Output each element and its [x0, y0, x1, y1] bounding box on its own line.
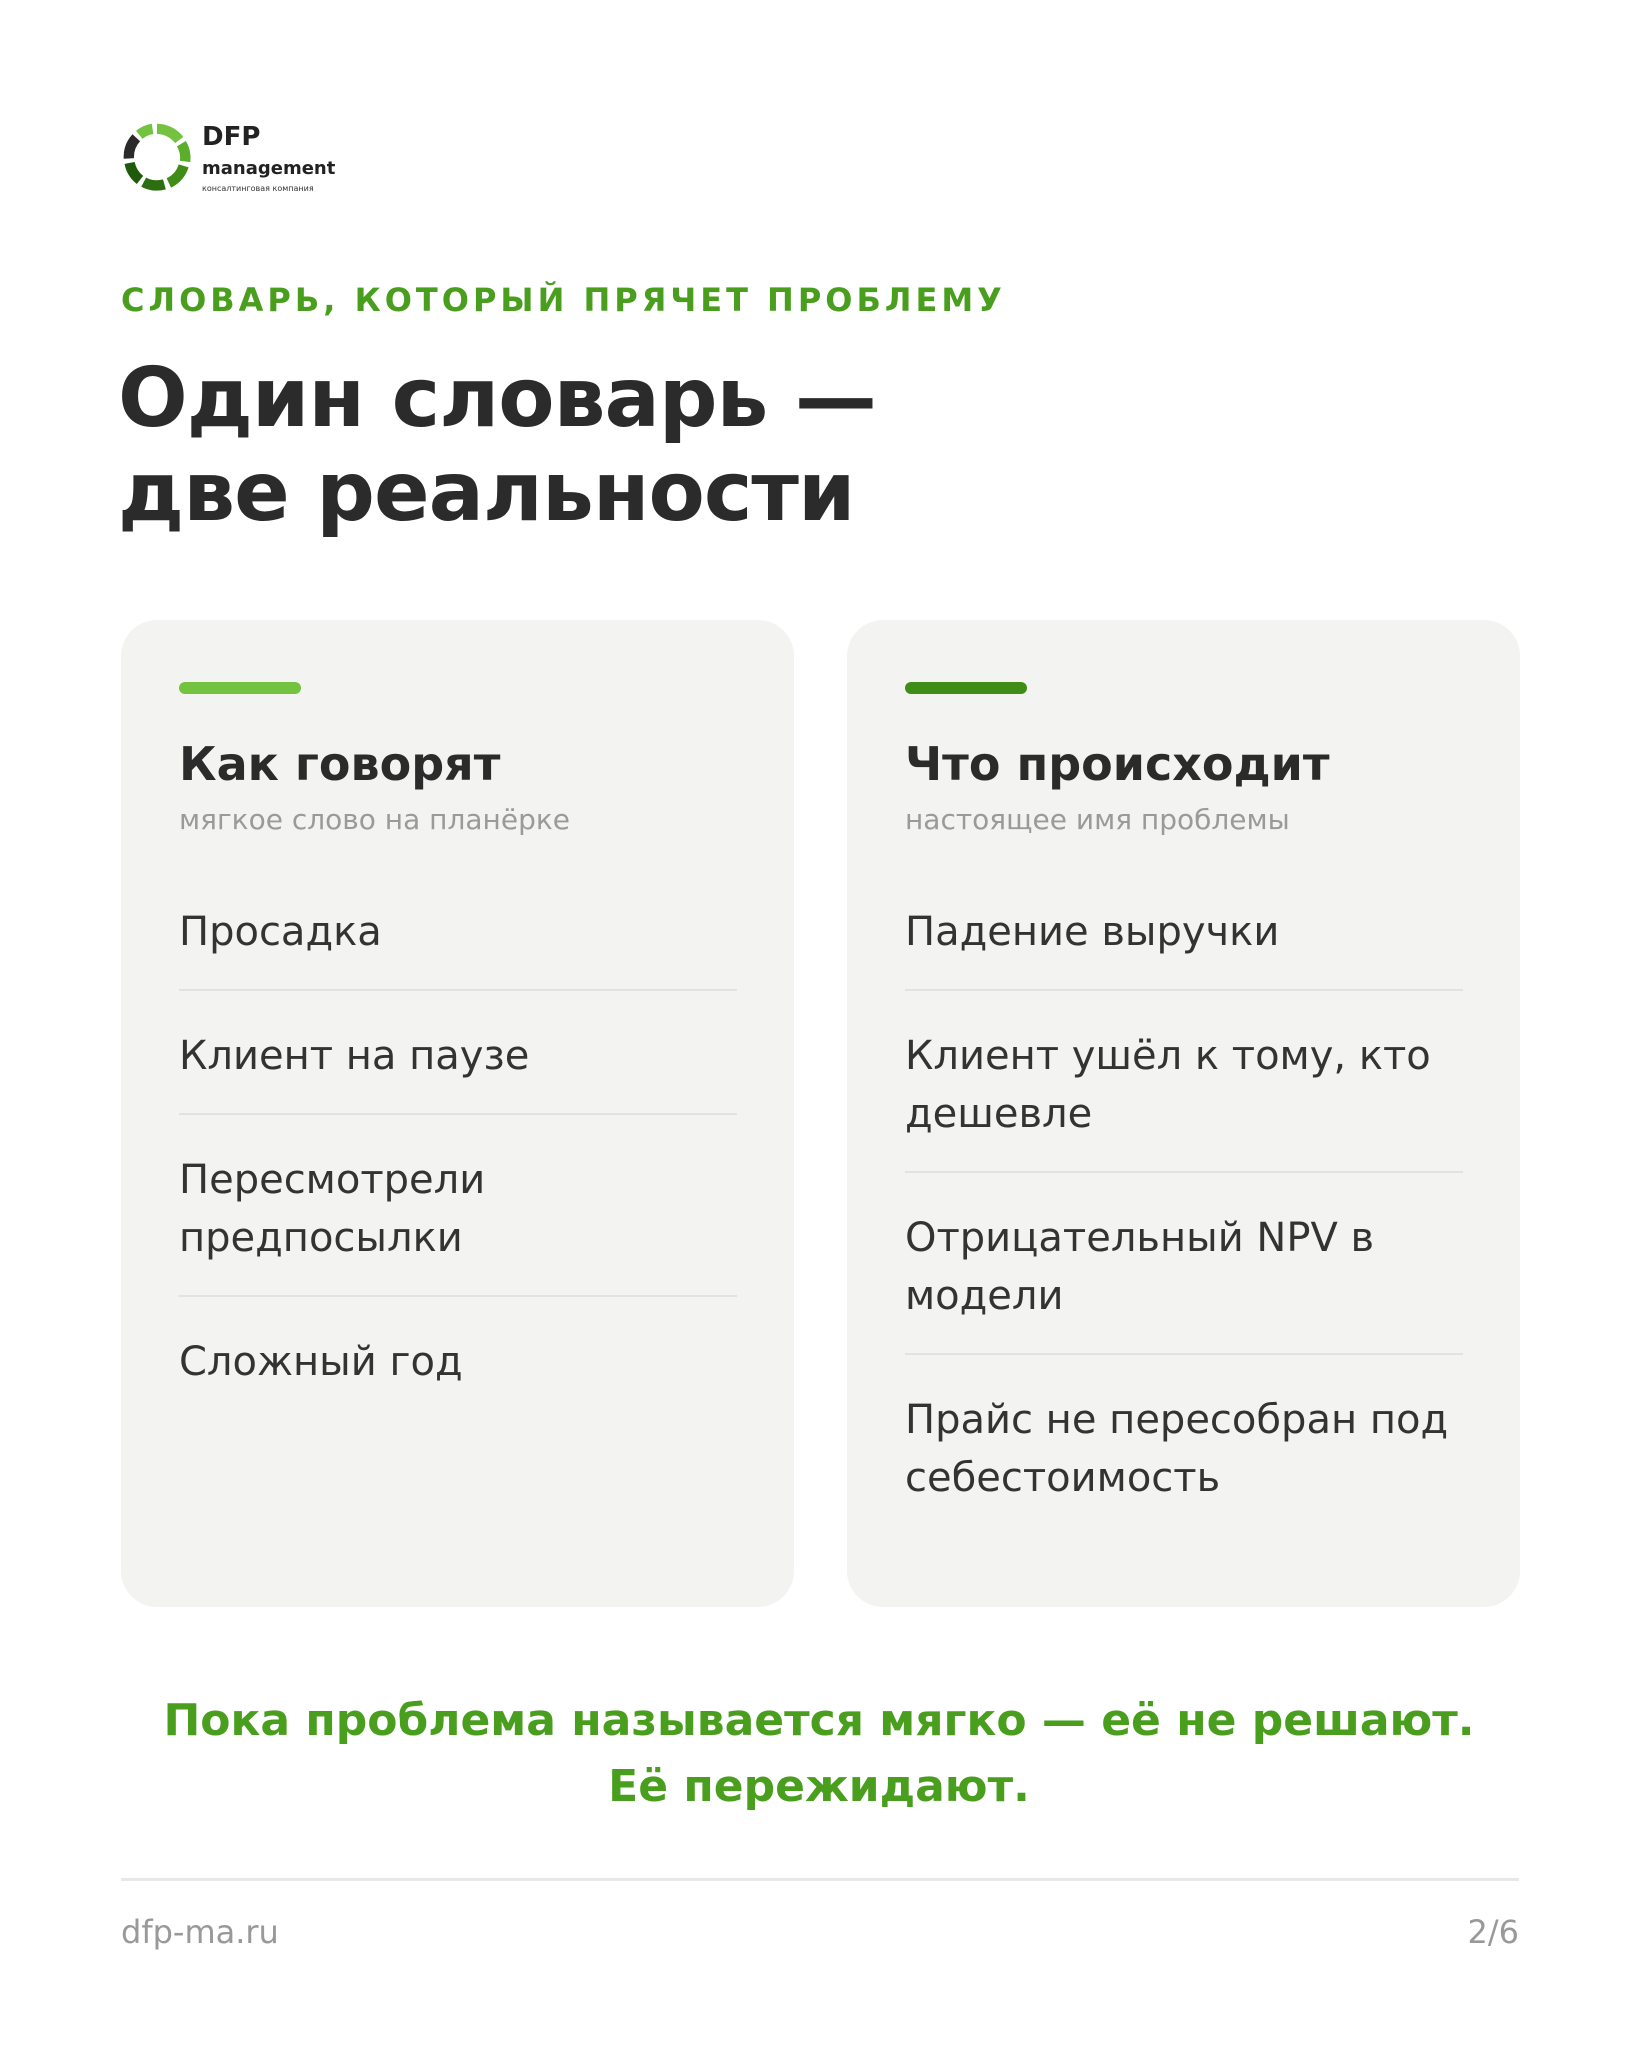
list-item: Падение выручки — [905, 895, 1463, 991]
card-accent-bar — [179, 682, 301, 694]
page-counter: 2/6 — [1467, 1913, 1519, 1951]
page-title-line-2: две реальности — [118, 445, 855, 540]
footer-site-link[interactable]: dfp-ma.ru — [121, 1913, 279, 1951]
card-title: Как говорят — [179, 737, 501, 791]
page-title — [118, 352, 1218, 540]
list-item: Клиент на паузе — [179, 1019, 737, 1115]
card-title: Что происходит — [905, 737, 1330, 791]
list-item: Пересмотрели предпосылки — [179, 1143, 737, 1297]
card-list — [179, 895, 737, 1419]
page-title-line-1: Один словарь — — [118, 351, 876, 446]
card-accent-bar — [905, 682, 1027, 694]
card-what-happens — [847, 620, 1520, 1607]
list-item: Клиент ушёл к тому, кто дешевле — [905, 1019, 1463, 1173]
conclusion-line-1: Пока проблема называется мягко — её не решают. — [163, 1695, 1475, 1746]
list-item: Просадка — [179, 895, 737, 991]
brand-tagline: консалтинговая компания — [202, 184, 314, 193]
list-item: Прайс не пересобран под себестоимость — [905, 1397, 1449, 1501]
list-item: Сложный год — [179, 1339, 463, 1385]
brand-logo — [120, 118, 380, 202]
list-item: Отрицательный NPV в модели — [905, 1201, 1463, 1355]
conclusion-text — [0, 1688, 1638, 1820]
card-subtitle: настоящее имя проблемы — [905, 803, 1290, 836]
footer-divider — [121, 1878, 1519, 1881]
conclusion-line-2: Её пережидают. — [608, 1761, 1030, 1812]
card-how-they-say — [121, 620, 794, 1607]
brand-name: DFP — [202, 122, 261, 152]
card-subtitle: мягкое слово на планёрке — [179, 803, 570, 836]
section-kicker: СЛОВАРЬ, КОТОРЫЙ ПРЯЧЕТ ПРОБЛЕМУ — [121, 281, 1006, 319]
brand-sub: management — [202, 158, 336, 179]
card-list — [905, 895, 1463, 1535]
ring-segments-logo-icon — [120, 120, 194, 194]
